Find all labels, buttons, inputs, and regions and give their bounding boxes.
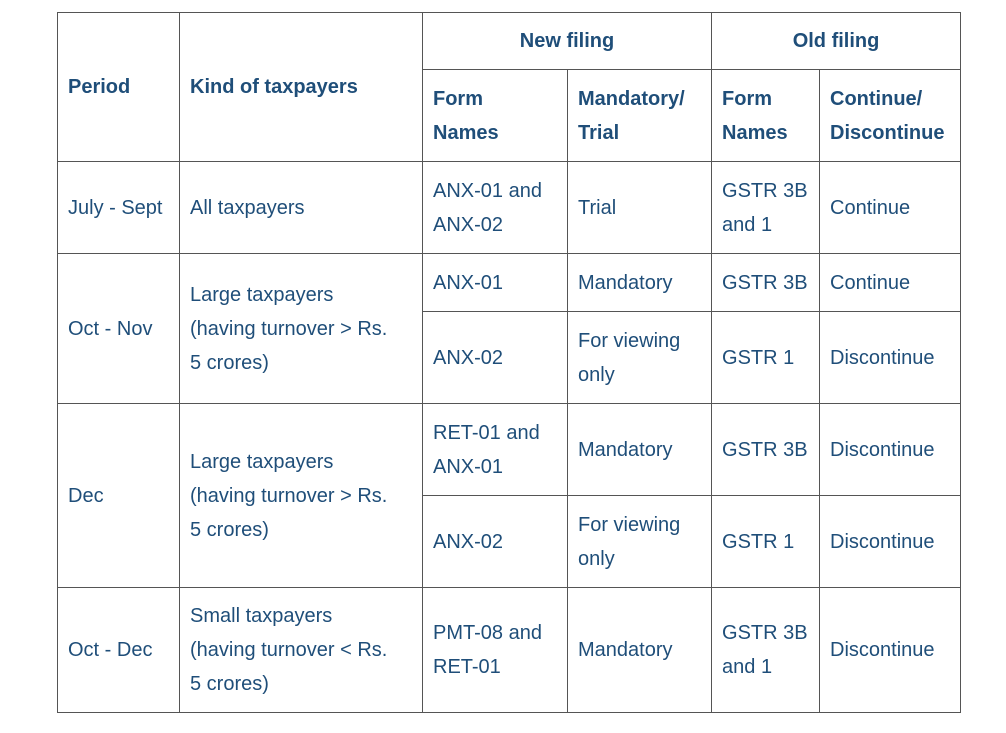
- header-new-filing: New filing: [423, 13, 712, 70]
- old-form-cell: GSTR 3B: [712, 404, 820, 496]
- kind-cell: Large taxpayers (having turnover > Rs. 5 crores): [180, 254, 423, 404]
- old-form-cell: GSTR 3B and 1: [712, 162, 820, 254]
- period-cell: July - Sept: [58, 162, 180, 254]
- mandatory-cell: Trial: [568, 162, 712, 254]
- status-cell: Discontinue: [820, 312, 961, 404]
- table-row: [58, 162, 961, 254]
- status-cell: Discontinue: [820, 588, 961, 713]
- new-form-cell: ANX-02: [423, 496, 568, 588]
- period-cell: Oct - Dec: [58, 588, 180, 713]
- table-row: [58, 588, 961, 713]
- new-form-cell: ANX-01 and ANX-02: [423, 162, 568, 254]
- status-cell: Continue: [820, 162, 961, 254]
- header-continue-discontinue: Continue/ Discontinue: [820, 70, 961, 162]
- period-cell: Oct - Nov: [58, 254, 180, 404]
- header-period: Period: [58, 13, 180, 162]
- mandatory-cell: For viewing only: [568, 496, 712, 588]
- old-form-cell: GSTR 3B: [712, 254, 820, 312]
- mandatory-cell: For viewing only: [568, 312, 712, 404]
- old-form-cell: GSTR 3B and 1: [712, 588, 820, 713]
- new-form-cell: PMT-08 and RET-01: [423, 588, 568, 713]
- old-form-cell: GSTR 1: [712, 496, 820, 588]
- kind-cell: Small taxpayers (having turnover < Rs. 5 crores): [180, 588, 423, 713]
- new-form-cell: RET-01 and ANX-01: [423, 404, 568, 496]
- kind-cell: All taxpayers: [180, 162, 423, 254]
- filing-table: [57, 12, 961, 713]
- table-row: [58, 254, 961, 312]
- header-old-filing: Old filing: [712, 13, 961, 70]
- mandatory-cell: Mandatory: [568, 404, 712, 496]
- period-cell: Dec: [58, 404, 180, 588]
- new-form-cell: ANX-01: [423, 254, 568, 312]
- kind-cell: Large taxpayers (having turnover > Rs. 5 crores): [180, 404, 423, 588]
- header-old-form-names: Form Names: [712, 70, 820, 162]
- header-kind-of-taxpayers: Kind of taxpayers: [180, 13, 423, 162]
- old-form-cell: GSTR 1: [712, 312, 820, 404]
- status-cell: Continue: [820, 254, 961, 312]
- table-row: [58, 404, 961, 496]
- header-mandatory-trial: Mandatory/ Trial: [568, 70, 712, 162]
- new-form-cell: ANX-02: [423, 312, 568, 404]
- status-cell: Discontinue: [820, 496, 961, 588]
- header-new-form-names: Form Names: [423, 70, 568, 162]
- mandatory-cell: Mandatory: [568, 588, 712, 713]
- status-cell: Discontinue: [820, 404, 961, 496]
- header-row-group: [58, 13, 961, 70]
- mandatory-cell: Mandatory: [568, 254, 712, 312]
